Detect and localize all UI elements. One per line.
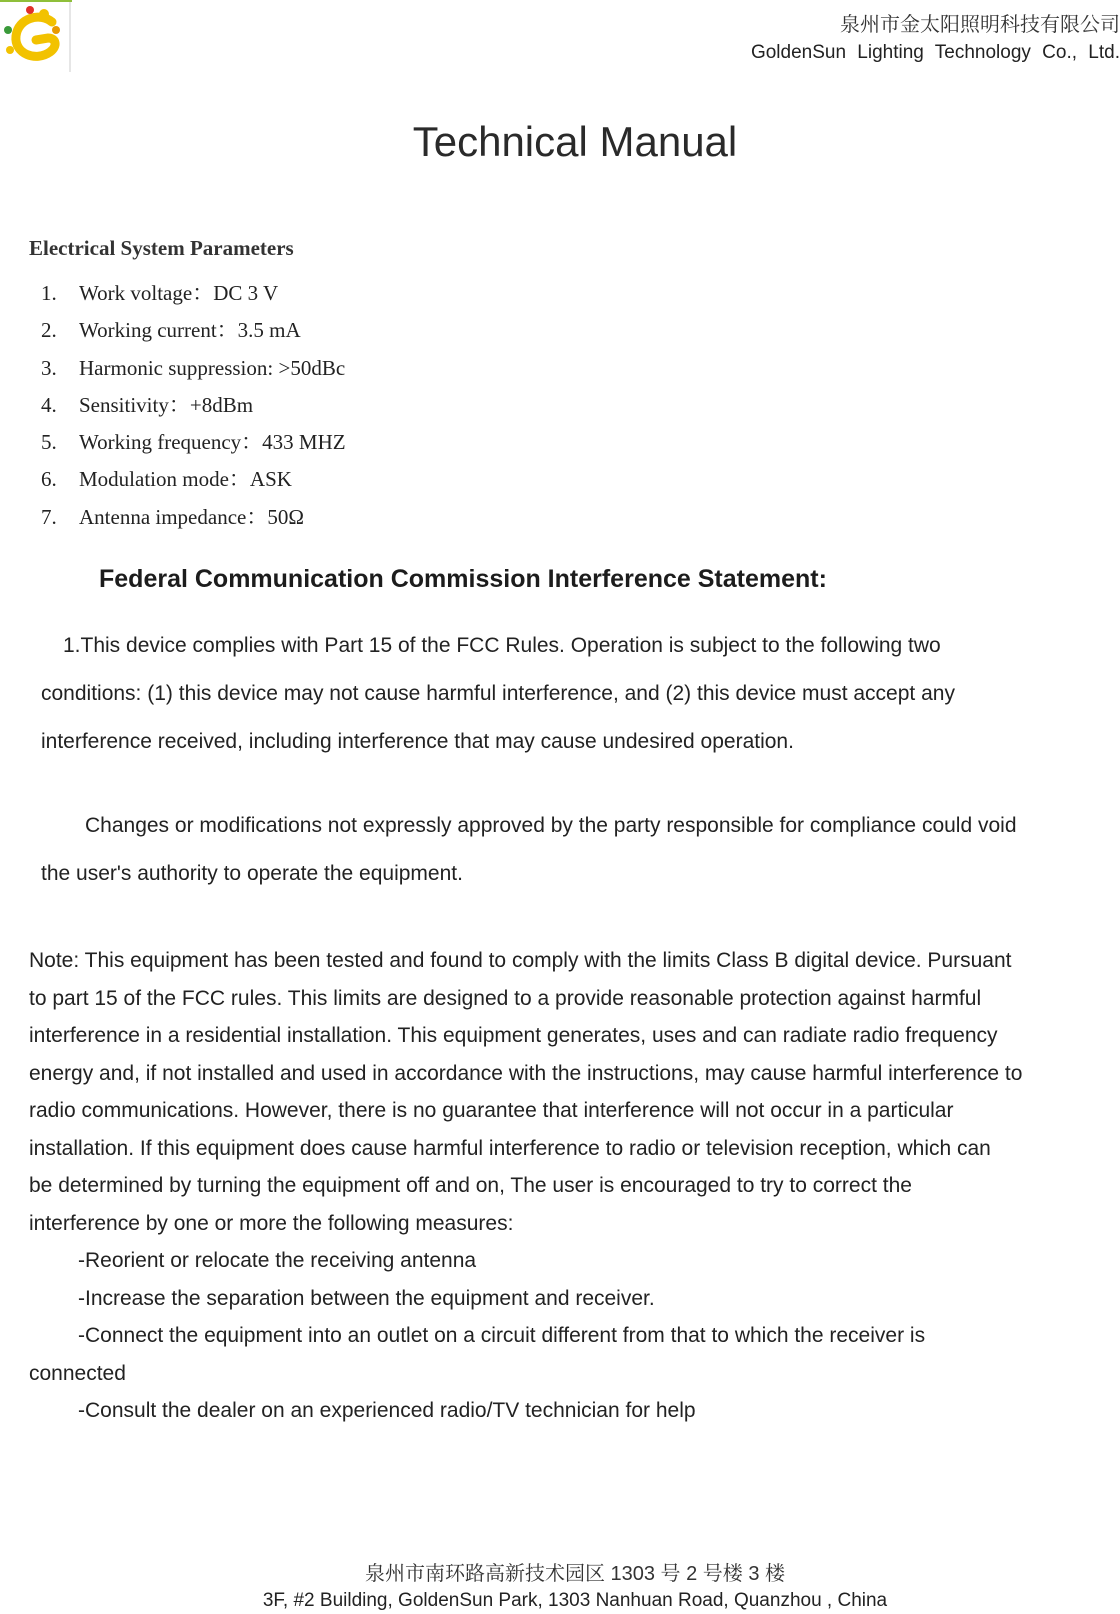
page-title: Technical Manual — [412, 118, 738, 165]
list-item: 3. Harmonic suppression: >50dBc — [41, 355, 346, 380]
fcc-heading: Federal Communication Commission Interference Statement: — [99, 565, 827, 593]
parameter-list — [41, 280, 346, 541]
measure-item: -Reorient or relocate the receiving antenna — [78, 1249, 477, 1272]
company-logo — [0, 0, 74, 74]
goldensun-logo-icon — [0, 0, 74, 74]
company-name-chinese: 泉州市金太阳照明科技有限公司 — [840, 12, 1120, 36]
note-line: interference in a residential installation. This equipment generates, uses and can radiate radio frequency — [29, 1024, 998, 1047]
note-line: be determined by turning the equipment off and on, The user is encouraged to try to correct the — [29, 1174, 912, 1197]
electrical-heading: Electrical System Parameters — [29, 236, 294, 260]
list-item: 4. Sensitivity：+8dBm — [41, 392, 254, 417]
fcc-changes-line: the user's authority to operate the equipment. — [41, 862, 463, 885]
note-line: Note: This equipment has been tested and found to comply with the limits Class B digital device. Pursuant — [29, 949, 1012, 972]
list-item: 1. Work voltage：DC 3 V — [41, 281, 279, 305]
fcc-changes-line: Changes or modifications not expressly approved by the party responsible for compliance could void — [85, 814, 1017, 837]
measure-continuation: connected — [29, 1361, 126, 1385]
footer-address-english: 3F, #2 Building, GoldenSun Park, 1303 Nanhuan Road, Quanzhou , China — [262, 1590, 888, 1611]
note-line: interference by one or more the following measures: — [29, 1211, 514, 1235]
note-line: to part 15 of the FCC rules. This limits are designed to a provide reasonable protection against harmful — [29, 986, 982, 1010]
note-block — [29, 948, 1119, 1436]
note-line: installation. If this equipment does cause harmful interference to radio or television reception, which can — [29, 1136, 991, 1160]
note-line: energy and, if not installed and used in accordance with the instructions, may cause harmful interference to — [29, 1061, 1023, 1085]
list-item: 6. Modulation mode：ASK — [41, 467, 292, 492]
fcc-paragraph-line: 1.This device complies with Part 15 of the FCC Rules. Operation is subject to the following two — [63, 634, 941, 657]
list-item: 7. Antenna impedance：50Ω — [41, 504, 304, 529]
measure-item: -Increase the separation between the equipment and receiver. — [78, 1286, 655, 1310]
measure-item: -Connect the equipment into an outlet on a circuit different from that to which the receiver is — [78, 1324, 926, 1347]
fcc-paragraph-line: interference received, including interference that may cause undesired operation. — [41, 730, 794, 753]
fcc-paragraph-line: conditions: (1) this device may not cause harmful interference, and (2) this device must accept any — [41, 682, 955, 705]
note-line: radio communications. However, there is no guarantee that interference will not occur in a particular — [29, 1099, 954, 1122]
company-name-english: GoldenSun Lighting Technology Co., Ltd. — [750, 42, 1120, 63]
list-item: 2. Working current：3.5 mA — [41, 318, 301, 343]
list-item: 5. Working frequency：433 MHZ — [41, 430, 346, 455]
footer-address-chinese: 泉州市南环路高新技术园区 1303 号 2 号楼 3 楼 — [364, 1563, 786, 1585]
measure-item: -Consult the dealer on an experienced radio/TV technician for help — [78, 1399, 696, 1422]
